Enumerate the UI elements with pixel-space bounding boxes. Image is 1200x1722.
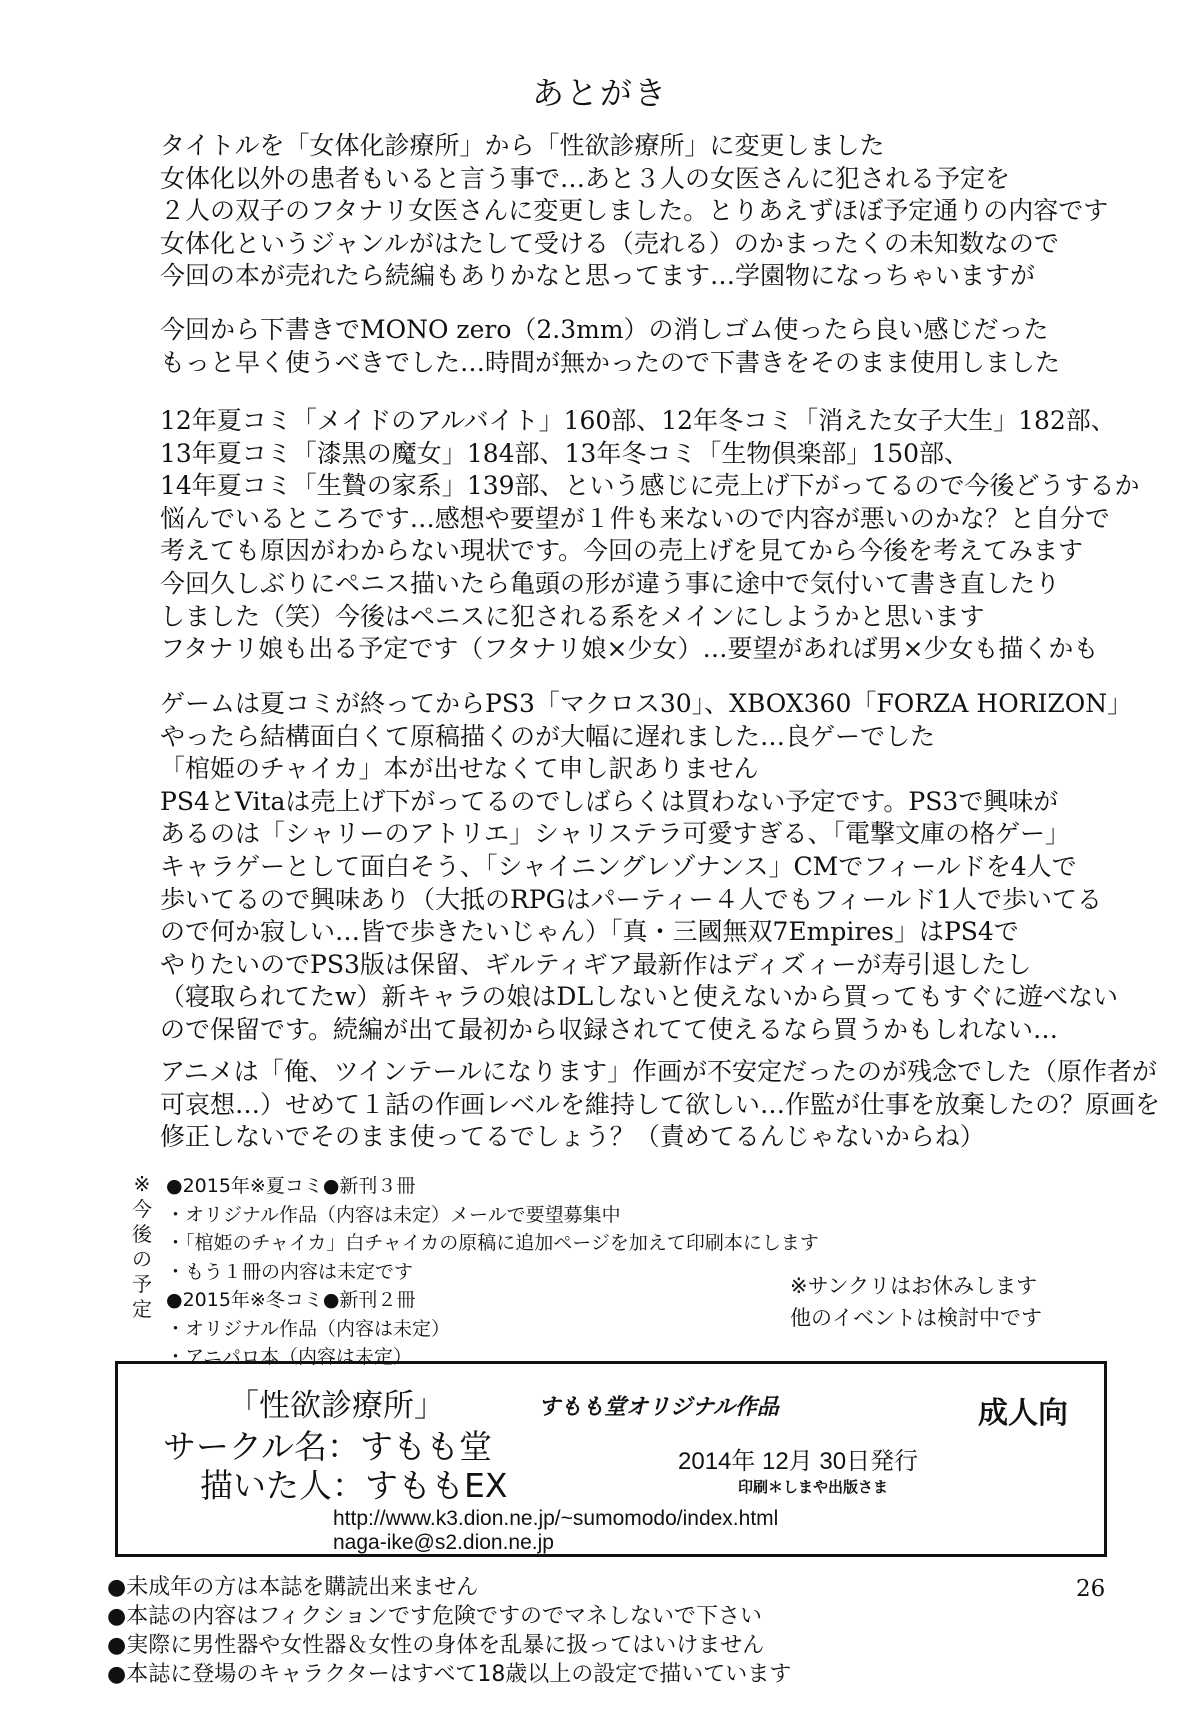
text-line: ２人の双子のフタナリ女医さんに変更しました。とりあえずほぼ予定通りの内容です xyxy=(160,196,1109,226)
text-line: 14年夏コミ「生贄の家系」139部、という感じに売上げ下がってるので今後どうするか xyxy=(160,471,1140,501)
text-line: 「棺姫のチャイカ」本が出せなくて申し訳ありません xyxy=(160,754,759,784)
text-line: タイトルを「女体化診療所」から「性欲診療所」に変更しました xyxy=(160,131,885,160)
text-line: 悩んでいるところです…感想や要望が１件も来ないので内容が悪いのかな？と自分で xyxy=(160,503,1110,533)
text-line: やったら結構面白くて原稿描くのが大幅に遅れました…良ゲーでした xyxy=(160,721,936,751)
text-line: 13年夏コミ「漆黒の魔女」184部、13年冬コミ「生物倶楽部」150部、 xyxy=(160,438,970,468)
email-address: naga-ike@s2.dion.ne.jp xyxy=(333,1531,554,1554)
text-line: 歩いてるので興味あり（大抵のRPGはパーティー４人でもフィールド1人で歩いてる xyxy=(160,884,1103,914)
text-line: ゲームは夏コミが終ってからPS3「マクロス30」、XBOX360「FORZA HORIZON」 xyxy=(160,689,1133,718)
text-line: フタナリ娘も出る予定です（フタナリ娘×少女）…要望があれば男×少女も描くかも xyxy=(160,634,1099,664)
text-line: もっと早く使うべきでした…時間が無かったので下書きをそのまま使用しました xyxy=(160,347,1061,377)
text-line: やりたいのでPS3版は保留、ギルティギア最新作はディズィーが寿引退したし xyxy=(160,949,1032,979)
artist-name: 描いた人：すももEX xyxy=(200,1466,508,1505)
schedule-line: ●2015年※夏コミ●新刊３冊 xyxy=(166,1175,416,1197)
label-char: 今 xyxy=(132,1197,152,1221)
work-title: 「性欲診療所」 xyxy=(228,1388,445,1424)
work-subtitle: すもも堂オリジナル作品 xyxy=(538,1395,779,1420)
schedule-lines xyxy=(166,1172,819,1372)
notice-line: ●本誌の内容はフィクションです危険ですのでマネしないで下さい xyxy=(107,1604,762,1629)
paragraph-sales xyxy=(160,405,1140,666)
text-line: 今回の本が売れたら続編もありかなと思ってます…学園物になっちゃいますが xyxy=(160,261,1036,291)
schedule-line: ・オリジナル作品（内容は未定）メールで要望募集中 xyxy=(166,1203,621,1226)
event-note xyxy=(790,1270,1042,1334)
label-char: 後 xyxy=(132,1222,152,1246)
notices xyxy=(107,1573,791,1689)
notice-line: ●未成年の方は本誌を購読出来ません xyxy=(107,1575,479,1600)
text-line: アニメは「俺、ツインテールになります」作画が不安定だったのが残念でした（原作者が xyxy=(160,1057,1158,1086)
paragraph-eraser xyxy=(160,314,1060,379)
label-char: ※ xyxy=(133,1172,151,1196)
page-number: 26 xyxy=(1076,1576,1106,1602)
text-line: しました（笑）今後はペニスに犯される系をメインにしようかと思います xyxy=(160,601,985,631)
schedule-line: ・オリジナル作品（内容は未定） xyxy=(166,1317,451,1340)
schedule-line: ●2015年※冬コミ●新刊２冊 xyxy=(166,1289,416,1311)
schedule-vertical-label xyxy=(130,1172,154,1322)
note-line: 他のイベントは検討中です xyxy=(790,1306,1042,1330)
label-char: の xyxy=(132,1247,152,1271)
text-line: ので何か寂しい…皆で歩きたいじゃん）「真・三國無双7Empires」はPS4で xyxy=(160,917,1019,947)
note-line: ※サンクリはお休みします xyxy=(790,1274,1038,1298)
schedule-line: ・もう１冊の内容は未定です xyxy=(166,1260,414,1283)
text-line: 今回久しぶりにペニス描いたら亀頭の形が違う事に途中で気付いて書き直したり xyxy=(160,568,1061,598)
label-char: 予 xyxy=(132,1272,152,1296)
notice-line: ●実際に男性器や女性器＆女性の身体を乱暴に扱ってはいけません xyxy=(107,1633,765,1658)
paragraph-anime xyxy=(160,1056,1160,1154)
publish-date: 2014年 12月 30日発行 xyxy=(678,1448,919,1475)
label-char: 定 xyxy=(132,1297,152,1321)
text-line: キャラゲーとして面白そう、「シャイニングレゾナンス」CMでフィールドを4人で xyxy=(160,851,1077,881)
printer: 印刷＊しまや出版さま xyxy=(738,1479,889,1496)
schedule-line: ・アニパロ本（内容は未定） xyxy=(166,1346,413,1368)
schedule-line: ・「棺姫のチャイカ」白チャイカの原稿に追加ページを加えて印刷本にします xyxy=(166,1232,819,1254)
text-line: 12年夏コミ「メイドのアルバイト」160部、12年冬コミ「消えた女子大生」182部、 xyxy=(160,406,1116,435)
rating-label: 成人向 xyxy=(978,1396,1068,1431)
text-line: 修正しないでそのまま使ってるでしょう？（責めてるんじゃないからね） xyxy=(160,1122,985,1152)
text-line: 今回から下書きでMONO zero（2.3mm）の消しゴム使ったら良い感じだった xyxy=(160,315,1049,344)
text-line: 女体化以外の患者もいると言う事で…あと３人の女医さんに犯される予定を xyxy=(160,163,1011,193)
text-line: 女体化というジャンルがはたして受ける（売れる）のかまったくの未知数なので xyxy=(160,228,1059,258)
text-line: あるのは「シャリーのアトリエ」シャリステラ可愛すぎる、「電撃文庫の格ゲー」 xyxy=(160,819,1071,849)
notice-line: ●本誌に登場のキャラクターはすべて18歳以上の設定で描いています xyxy=(107,1662,792,1687)
circle-name: サークル名：すもも堂 xyxy=(163,1427,493,1466)
text-line: 可哀想…）せめて１話の作画レベルを維持して欲しい…作監が仕事を放棄したの？原画を xyxy=(160,1089,1161,1119)
text-line: ので保留です。続編が出て最初から収録されてて使えるなら買うかもしれない… xyxy=(160,1014,1059,1044)
text-line: （寝取られてたw）新キャラの娘はDLしないと使えないから買ってもすぐに遊べない xyxy=(160,982,1119,1012)
page-title: あとがき xyxy=(531,74,668,112)
paragraph-title-change xyxy=(160,130,1108,293)
colophon-box xyxy=(115,1361,1107,1557)
paragraph-games xyxy=(160,688,1132,1047)
text-line: PS4とVitaは売上げ下がってるのでしばらくは買わない予定です。PS3で興味が xyxy=(160,786,1059,816)
website-url: http://www.k3.dion.ne.jp/~sumomodo/index.html xyxy=(333,1507,779,1530)
text-line: 考えても原因がわからない現状です。今回の売上げを見てから今後を考えてみます xyxy=(160,536,1084,566)
